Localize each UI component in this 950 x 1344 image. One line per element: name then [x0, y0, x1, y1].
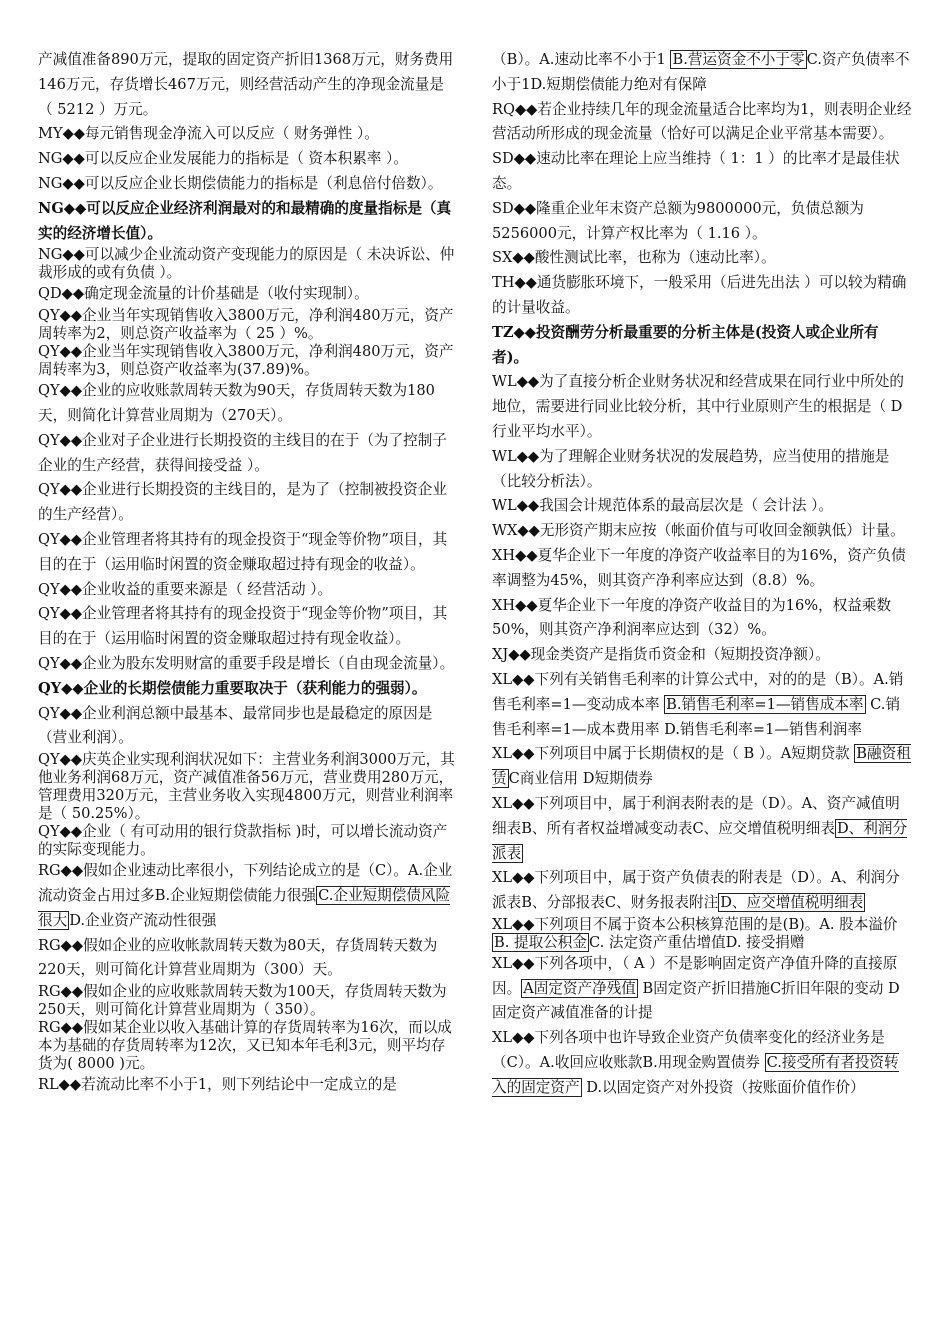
left-paragraph [38, 578, 458, 603]
right-paragraph [492, 321, 912, 371]
paragraph-text: TZ◆◆投资酬劳分析最重要的分析主体是(投资人或企业所有者)。 [492, 323, 879, 366]
boxed-answer: B.销售毛利率=1—销售成本率 [666, 695, 864, 713]
boxed-answer: B融资租赁 [492, 745, 911, 788]
paragraph-text: XH◆◆夏华企业下一年度的净资产收益目的为16%，权益乘数50%，则其资产净利润率应达到（32）%。 [492, 596, 892, 639]
paragraph-text: XL◆◆下列各项中也许导致企业资产负债率变化的经济业务是（C）。A.收回应收账款B.用现金购置债券 [492, 1029, 885, 1072]
paragraph-text: XH◆◆夏华企业下一年度的净资产收益率目的为16%，资产负债率调整为45%，则其资产净利率应达到（8.8）%。 [492, 546, 906, 589]
paragraph-text: TH◆◆通货膨胀环境下，一般采用（后进先出法 ）可以较为精确的计量收益。 [492, 274, 907, 316]
paragraph-text: C.销售毛利率=1—成本费用率 D.销售毛利率=1—销售利润率 [492, 695, 901, 738]
paragraph-text: QD◆◆确定现金流量的计价基础是（收付实现制）。 [38, 285, 369, 303]
left-paragraph [38, 677, 458, 702]
left-paragraph [38, 602, 458, 652]
right-paragraph [492, 147, 912, 197]
right-paragraph [492, 48, 912, 98]
right-paragraph [492, 246, 912, 271]
paragraph-text: QY◆◆庆英企业实现利润状况如下：主营业务利润3000万元，其他业务利润68万元，资产减值准备56万元，营业费用280万元，管理费用320万元，主营业务收入实现4800万元，则营业利润率是（ 50.25%）。 [38, 751, 455, 823]
right-paragraph [492, 1026, 912, 1100]
left-paragraph [38, 1019, 458, 1073]
paragraph-text: QY◆◆企业的应收账款周转天数为90天，存货周转天数为180天，则简化计算营业周期为（270天）。 [38, 382, 435, 424]
left-paragraph [38, 343, 458, 379]
paragraph-text: RL◆◆若流动比率不小于1，则下列结论中一定成立的是 [38, 1076, 397, 1094]
paragraph-text: WX◆◆无形资产期末应按（帐面价值与可收回金额孰低）计量。 [492, 522, 905, 540]
boxed-answer: B.营运资金不小于零 [672, 51, 805, 68]
paragraph-text: XL◆◆下列项目不属于资本公积核算范围的是(B)。A. 股本溢价 [492, 915, 898, 933]
paragraph-text: RG◆◆假如企业的应收账款周转天数为100天，存货周转天数为250天，则可简化计算营业周期为（ 350）。 [38, 983, 447, 1019]
right-paragraph [492, 916, 912, 952]
paragraph-text: QY◆◆企业的长期偿债能力重要取决于（获利能力的强弱）。 [38, 679, 427, 697]
paragraph-text: SX◆◆酸性测试比率，也称为（速动比率）。 [492, 249, 776, 267]
left-paragraph [38, 282, 458, 307]
left-paragraph [38, 172, 458, 197]
paragraph-text: （B）。A.速动比率不小于1 [492, 51, 671, 68]
right-paragraph [492, 445, 912, 495]
paragraph-text: WL◆◆为了直接分析企业财务状况和经营成果在同行业中所处的地位，需要进行同业比较分析，其中行业原则产生的根据是（ D行业平均水平）。 [492, 373, 904, 440]
right-paragraph [492, 197, 912, 247]
right-paragraph [492, 643, 912, 668]
paragraph-text: QY◆◆企业收益的重要来源是（ 经营活动 ）。 [38, 580, 333, 598]
paragraph-text: 产减值准备890万元，提取的固定资产折旧1368万元，财务费用146万元，存货增长467万元，则经营活动产生的净现金流量是（ 5212 ）万元。 [38, 51, 454, 118]
boxed-answer: D、利润分派表 [492, 819, 908, 862]
paragraph-text: XL◆◆下列项目中属于长期债权的是（ B ）。A短期贷款 [492, 745, 855, 763]
right-paragraph [492, 370, 912, 444]
boxed-answer: D、应交增值税明细表 [720, 894, 864, 912]
left-paragraph [38, 983, 458, 1019]
right-paragraph [492, 98, 912, 148]
paragraph-text: QY◆◆企业管理者将其持有的现金投资于“现金等价物”项目，其目的在于（运用临时闲置的资金赚取超过持有现金收益）。 [38, 605, 448, 648]
paragraph-text: SD◆◆速动比率在理论上应当维持（ 1：1 ）的比率才是最佳状态。 [492, 150, 900, 192]
right-column [492, 48, 912, 1101]
paragraph-text: XL◆◆下列项目中，属于资产负债表的附表是（D）。A、利润分派表B、分部报表C、财务报表附注 [492, 869, 900, 912]
left-paragraph [38, 379, 458, 429]
right-paragraph [492, 742, 912, 792]
left-paragraph [38, 528, 458, 578]
paragraph-text: SD◆◆隆重企业年末资产总额为9800000元，负债总额为5256000元，计算产权比率为（ 1.16 ）。 [492, 199, 864, 242]
right-paragraph [492, 952, 912, 1026]
left-paragraph [38, 122, 458, 147]
left-paragraph [38, 307, 458, 343]
paragraph-text: D.以固定资产对外投资（按账面价值作价） [581, 1078, 865, 1096]
boxed-answer: B. 提取公积金 [494, 933, 587, 951]
paragraph-text: NG◆◆可以反应企业发展能力的指标是（ 资本积累率 ）。 [38, 150, 408, 168]
paragraph-text: C商业信用 D短期债券 [508, 770, 653, 788]
boxed-answer: C.企业短期偿债风险很大 [38, 886, 451, 929]
right-paragraph [492, 544, 912, 594]
right-paragraph [492, 792, 912, 866]
right-paragraph [492, 271, 912, 321]
paragraph-text: RG◆◆假如某企业以收入基础计算的存货周转率为16次，而以成本为基础的存货周转率为12次，又已知本年毛利3元，则平均存货为( 8000 )元。 [38, 1019, 452, 1073]
left-paragraph [38, 934, 458, 984]
left-paragraph [38, 197, 458, 247]
left-paragraph [38, 1073, 458, 1098]
left-paragraph [38, 429, 458, 479]
boxed-answer: A固定资产净残值 [523, 979, 636, 997]
left-paragraph [38, 147, 458, 172]
left-column [38, 48, 458, 1098]
right-paragraph [492, 668, 912, 742]
paragraph-text: QY◆◆企业当年实现销售收入3800万元，净利润480万元，资产周转率为2，则总资产收益率为（ 25 ）%。 [38, 307, 454, 343]
right-paragraph [492, 494, 912, 519]
paragraph-text: B固定资产折旧措施C折旧年限的变动 D固定资产减值准备的计提 [492, 979, 900, 1022]
left-paragraph [38, 702, 458, 752]
paragraph-text: C.资产负债率不小于1D.短期偿债能力绝对有保障 [492, 51, 910, 93]
paragraph-text: XL◆◆下列项目中，属于利润表附表的是（D）。A、资产减值明细表B、所有者权益增减变动表C、应交增值税明细表 [492, 794, 900, 837]
paragraph-text: WL◆◆我国会计规范体系的最高层次是（ 会计法 ）。 [492, 497, 833, 515]
paragraph-text: QY◆◆企业利润总额中最基本、最常同步也是最稳定的原因是（营业利润）。 [38, 704, 433, 747]
paragraph-text: QY◆◆企业为股东发明财富的重要手段是增长（自由现金流量）。 [38, 654, 455, 672]
right-paragraph [492, 519, 912, 544]
paragraph-text: D.企业资产流动性很强 [69, 911, 217, 929]
paragraph-text: MY◆◆每元销售现金净流入可以反应（ 财务弹性 ）。 [38, 125, 379, 143]
paragraph-text: C. 法定资产重估增值D. 接受捐赠 [588, 933, 805, 951]
left-paragraph [38, 859, 458, 933]
left-paragraph [38, 478, 458, 528]
left-paragraph [38, 48, 458, 122]
paragraph-text: NG◆◆可以减少企业流动资产变现能力的原因是（ 未决诉讼、仲裁形成的或有负债 ）。 [38, 246, 455, 282]
left-paragraph [38, 652, 458, 677]
paragraph-text: QY◆◆企业当年实现销售收入3800万元，净利润480万元，资产周转率为3，则总资产收益率为(37.89)%。 [38, 343, 454, 379]
paragraph-text: RQ◆◆若企业持续几年的现金流量适合比率均为1，则表明企业经营活动所形成的现金流量（恰好可以满足企业平常基本需要）。 [492, 100, 912, 143]
paragraph-text: QY◆◆企业进行长期投资的主线目的，是为了（控制被投资企业的生产经营）。 [38, 481, 447, 524]
paragraph-text: QY◆◆企业对子企业进行长期投资的主线目的在于（为了控制子企业的生产经营，获得间接受益 ）。 [38, 431, 447, 474]
boxed-answer: C.接受所有者投资转入的固定资产 [492, 1054, 899, 1096]
left-paragraph [38, 751, 458, 823]
right-paragraph [492, 594, 912, 644]
paragraph-text: NG◆◆可以反应企业长期偿债能力的指标是（利息倍付倍数）。 [38, 174, 443, 192]
right-paragraph [492, 866, 912, 916]
paragraph-text: XL◆◆下列有关销售毛利率的计算公式中，对的的是（B）。A.销售毛利率=1—变动成本率 [492, 670, 904, 713]
paragraph-text: XJ◆◆现金类资产是指货币资金和（短期投资净额）。 [492, 646, 830, 664]
paragraph-text: XL◆◆下列各项中，（ A ）不是影响固定资产净值升降的直接原因。 [492, 954, 898, 997]
left-paragraph [38, 823, 458, 859]
left-paragraph [38, 246, 458, 282]
paragraph-text: QY◆◆企业管理者将其持有的现金投资于“现金等价物”项目，其目的在于（运用临时闲置的资金赚取超过持有现金的收益）。 [38, 530, 448, 573]
paragraph-text: RG◆◆假如企业的应收帐款周转天数为80天，存货周转天数为220天，则可简化计算营业周期为（300）天。 [38, 936, 438, 979]
paragraph-text: RG◆◆假如企业速动比率很小，下列结论成立的是（C）。A.企业流动资金占用过多B.企业短期偿债能力很强 [38, 862, 453, 904]
paragraph-text: NG◆◆可以反应企业经济利润最对的和最精确的度量指标是（真实的经济增长值）。 [38, 199, 452, 242]
paragraph-text: WL◆◆为了理解企业财务状况的发展趋势，应当使用的措施是（比较分析法）。 [492, 447, 890, 490]
paragraph-text: QY◆◆企业（ 有可动用的银行贷款指标 )时，可以增长流动资产的实际变现能力。 [38, 823, 448, 859]
